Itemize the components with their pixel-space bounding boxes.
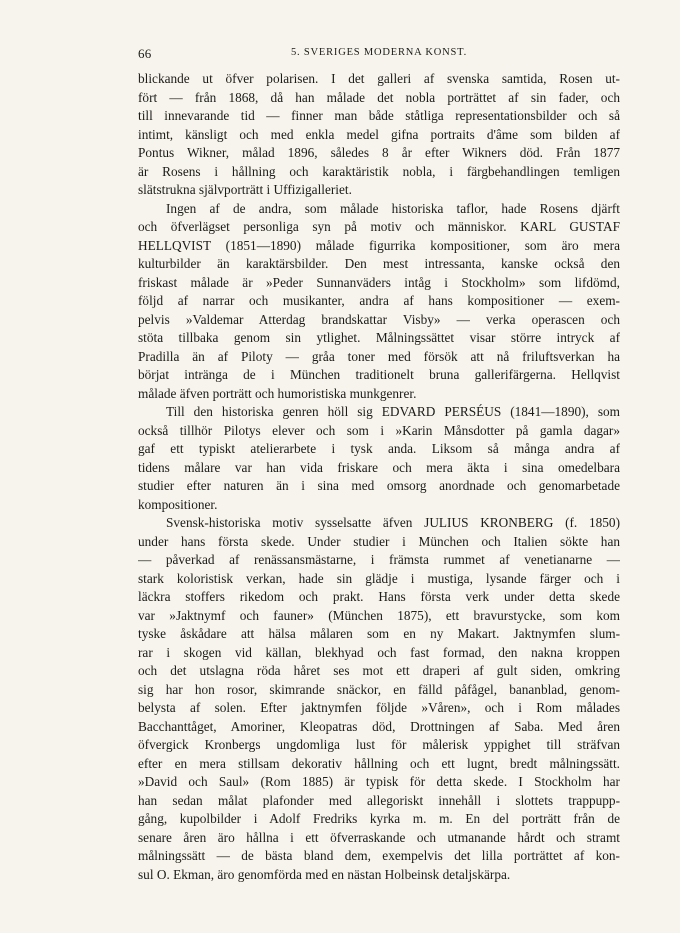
- text-line: tidens målare var han vida friskare och mera äkta i sina omedelbara: [138, 459, 620, 475]
- text-line: slätstrukna självporträtt i Uffizigalleriet.: [138, 182, 352, 197]
- page-header: [138, 46, 620, 64]
- text-line: och öfverlägset personliga syn på motiv och människor. KARL GUSTAF: [138, 219, 620, 234]
- text-line: Ingen af de andra, som målade historiska taflor, hade Rosens djärft: [166, 200, 620, 216]
- text-line: fört — från 1868, då han målade det nobla porträttet af sin fader, och: [138, 89, 620, 105]
- text-line: Svensk-historiska motiv sysselsatte äfven JULIUS KRONBERG (f. 1850): [166, 515, 620, 530]
- text-line: stöta tillbaka genom sin ytlighet. Målningssättet visar större intryck af: [138, 330, 620, 345]
- text-line: följd af narrar och musikanter, andra af hans kompositioner — exem-: [138, 293, 620, 308]
- text-line: under hans första skede. Under studier i München och Italien sökte han: [138, 533, 620, 549]
- text-line: sig har hon rosor, skimrande snäckor, en fälld påfågel, bananblad, genom-: [138, 681, 620, 697]
- text-line: är Rosens i hållning och karaktäristik nobla, i färgbehandlingen temligen: [138, 163, 620, 179]
- text-line: målningssätt — de bästa bland dem, exempelvis det lilla porträttet af kon-: [138, 848, 620, 863]
- text-line: var »Jaktnymf och fauner» (München 1875), ett bravurstycke, som kom: [138, 607, 620, 623]
- text-line: Pradilla än af Piloty — gråa toner med försök att nå friluftsverkan ha: [138, 348, 620, 364]
- text-line: kulturbilder än karaktärsbilder. Den mest intressanta, kanske också den: [138, 256, 620, 271]
- text-line: Pontus Wikner, målad 1896, således 8 år efter Wikners död. Från 1877: [138, 145, 620, 160]
- text-line: gaf ett typiskt atelierarbete i tysk anda. Liksom så många andra af: [138, 441, 620, 456]
- text-line: studier efter naturen än i sina med omsorg anordnade och genomarbetade: [138, 478, 620, 493]
- text-line: han sedan målat plafonder med allegoriskt innehåll i slottets trappupp-: [138, 792, 620, 808]
- text-line: pelvis »Valdemar Atterdag brandskattar Visby» — verka operascen och: [138, 311, 620, 327]
- text-line: rar i skogen vid källan, blekhyad och fast formad, den nakna kroppen: [138, 644, 620, 660]
- text-line: tyske åskådare att hälsa målaren som en ny Makart. Jaktnymfen slum-: [138, 626, 620, 641]
- text-line: också tillhör Pilotys elever och som i »Karin Månsdotter på gamla dagar»: [138, 422, 620, 438]
- text-line: målade äfven porträtt och humoristiska munkgenrer.: [138, 385, 417, 401]
- text-line: senare åren äro hållna i ett öfverraskande och utmanande hårdt och stramt: [138, 829, 620, 845]
- page-number: 66: [138, 46, 152, 61]
- text-line: blickande ut öfver polarisen. I det galleri af svenska samtida, Rosen ut-: [138, 71, 620, 86]
- paragraph: [138, 403, 620, 514]
- text-line: Bacchanttåget, Amoriner, Kleopatras död, Drottningen af Saba. Med åren: [138, 718, 620, 734]
- text-line: — påverkad af renässansmästarne, i främsta rummet af venetianarne —: [138, 552, 620, 567]
- paragraph: [138, 70, 620, 200]
- text-line: sul O. Ekman, äro genomförda med en nästan Holbeinsk detaljskärpa.: [138, 866, 511, 882]
- text-line: intimt, känsligt och med enkla medel gifna portraits d'âme som bilden af: [138, 126, 620, 142]
- text-line: till innevarande tid — finner man både ståtliga representationsbilder och så: [138, 108, 620, 123]
- text-line: öfvergick Kronbergs ungdomliga lust för målerisk yppighet till sträfvan: [138, 737, 620, 752]
- text-line: gång, kupolbilder i Adolf Fredriks kyrka m. m. En del porträtt från de: [138, 811, 620, 826]
- text-line: friskast målade är »Peder Sunnanväders intåg i Stockholm» som lifdömd,: [138, 274, 620, 290]
- text-line: belysta af solen. Efter jaktnymfen följde »Våren», och i Rom målades: [138, 700, 620, 715]
- paragraph: [138, 200, 620, 404]
- text-line: läckra stoffers rikedom och prakt. Hans första verk under detta skede: [138, 589, 620, 604]
- text-line: HELLQVIST (1851—1890) målade figurrika kompositioner, som äro mera: [138, 237, 620, 253]
- text-line: efter en mera stillsam dekorativ hållning och ett lugnt, bredt målningssätt.: [138, 755, 620, 771]
- text-line: och det utslagna röda håret ses mot ett draperi af gult siden, omkring: [138, 663, 620, 678]
- text-line: stark koloristisk verkan, hade sin glädje i mustiga, lysande färger och i: [138, 570, 620, 586]
- body-text: [138, 70, 620, 884]
- running-head: 5. SVERIGES MODERNA KONST.: [290, 47, 468, 58]
- text-line: »David och Saul» (Rom 1885) är typisk för detta skede. I Stockholm har: [138, 774, 620, 789]
- paragraph: [138, 514, 620, 884]
- text-line: Till den historiska genren höll sig EDVARD PERSÉUS (1841—1890), som: [166, 404, 620, 419]
- text-line: kompositioner.: [138, 496, 218, 512]
- text-line: börjat intränga de i München traditionelt bruna gallerifärgerna. Hellqvist: [138, 367, 620, 382]
